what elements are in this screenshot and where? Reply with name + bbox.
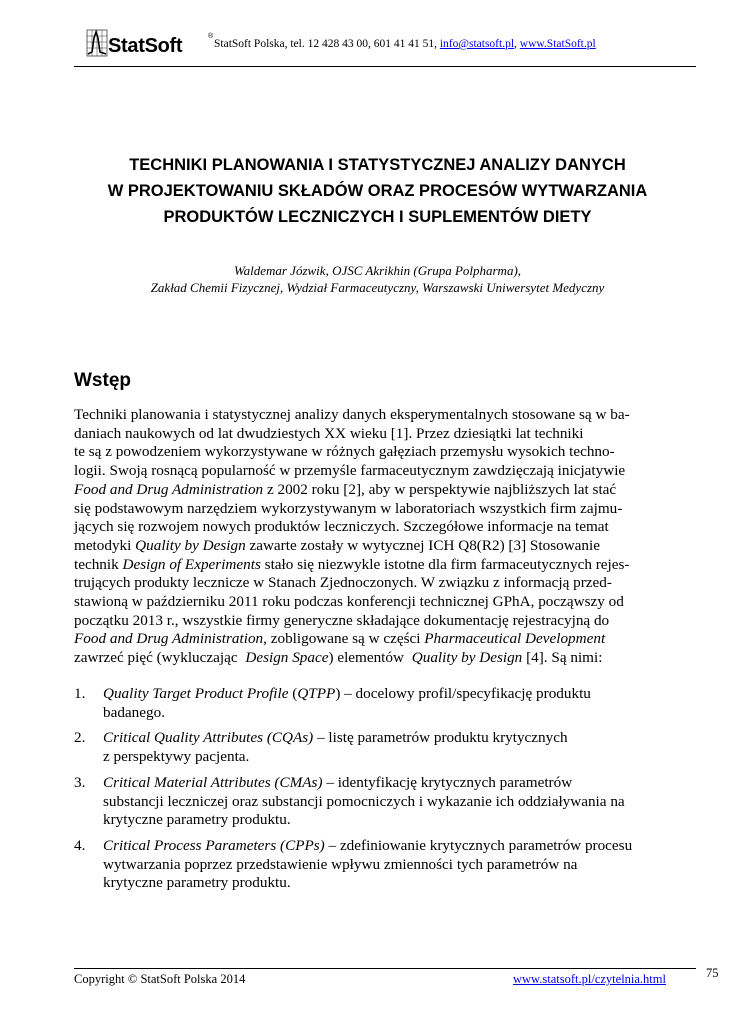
authors-block: [60, 262, 695, 296]
page-header: [74, 22, 696, 67]
text-line: Techniki planowania i statystycznej analizy danych eksperymentalnych stosowane są w ba-: [74, 406, 630, 423]
website-link[interactable]: www.StatSoft.pl: [519, 38, 596, 50]
footer-divider: [74, 968, 696, 969]
contact-separator: ,: [514, 38, 520, 50]
text-line: początku 2013 r., wszystkie firmy generyczne składające dokumentację rejestracyjną do: [74, 611, 610, 629]
text-line: te są z powodzeniem wykorzystywane w różnych gałęziach przemysłu wysokich techno-: [74, 443, 615, 461]
text-line: Food and Drug Administration, zobligowane są w części Pharmaceutical Development: [74, 630, 606, 648]
text-line: daniach naukowych od lat dwudziestych XX wieku [1]. Przez dziesiątki lat techniki: [74, 424, 584, 442]
section-heading: Wstęp: [74, 370, 131, 391]
text-line: zawrzeć pięć (wykluczając Design Space) elementów Quality by Design [4]. Są nimi:: [74, 649, 603, 667]
title-line: PRODUKTÓW LECZNICZYCH I SUPLEMENTÓW DIETY: [163, 208, 592, 226]
list-item: 1. Quality Target Product Profile (QTPP) – docelowy profil/specyfikację produktu badanego.: [74, 685, 591, 721]
text-line: logii. Swoją rosnącą popularność w przemyśle farmaceutycznym zawdzięczają inicjatywie: [74, 462, 626, 480]
author-line: Waldemar Józwik, OJSC Akrikhin (Grupa Polpharma),: [233, 263, 522, 278]
statsoft-logo: [86, 26, 214, 60]
list-item: 3. Critical Material Attributes (CMAs) – identyfikację krytycznych parametrów substancji leczniczej oraz substancji pomocniczych i wykazanie ich oddziaływania na krytyczne parametry produktu.: [74, 773, 625, 829]
grid-chart-icon: [86, 26, 108, 58]
title-line: TECHNIKI PLANOWANIA I STATYSTYCZNEJ ANALIZY DANYCH: [129, 156, 626, 174]
contact-info: StatSoft Polska, tel. 12 428 43 00, 601 41 41 51,: [214, 38, 440, 50]
affiliation-line: Zakład Chemii Fizycznej, Wydział Farmaceutyczny, Warszawski Uniwersytet Medyczny: [150, 280, 605, 295]
logo-wordmark: StatSoft: [108, 35, 183, 57]
text-line: Food and Drug Administration z 2002 roku [2], aby w perspektywie najbliższych lat stać: [74, 480, 617, 498]
text-line: technik Design of Experiments stało się niezwykle istotne dla firm farmaceutycznych rejes-: [74, 555, 630, 573]
text-line: metodyki Quality by Design zawarte zostały w wytycznej ICH Q8(R2) [3] Stosowanie: [74, 536, 600, 554]
text-line: stawioną w październiku 2011 roku podczas konferencji technicznej GPhA, począwszy od: [74, 593, 624, 611]
qbd-elements-list: [74, 685, 696, 900]
copyright: Copyright © StatSoft Polska 2014: [74, 972, 246, 986]
footer-link[interactable]: www.statsoft.pl/czytelnia.html: [513, 972, 666, 986]
list-number: 3.: [74, 773, 86, 791]
text-line: się podstawowym narzędziem wykorzystywanym w laboratoriach wszystkich firm zajmu-: [74, 499, 623, 517]
text-line: trujących produkty lecznicze w Stanach Zjednoczonych. W związku z informacją przed-: [74, 574, 612, 592]
page-number: 75: [706, 966, 719, 980]
list-number: 2.: [74, 729, 86, 747]
header-contact: [214, 38, 596, 50]
list-item: 4. Critical Process Parameters (CPPs) – zdefiniowanie krytycznych parametrów procesu wytwarzania poprzez przedstawienie wpływu zmienności tych parametrów na krytyczne parametry produktu.: [74, 836, 633, 892]
list-item: 2. Critical Quality Attributes (CQAs) – listę parametrów produktu krytycznych z perspektywy pacjenta.: [74, 729, 568, 766]
text-line: jących się rozwojem nowych produktów leczniczych. Szczegółowe informacje na temat: [74, 518, 609, 536]
registered-mark: ®: [208, 33, 214, 40]
list-number: 1.: [74, 685, 86, 702]
title-line: W PROJEKTOWANIU SKŁADÓW ORAZ PROCESÓW WYTWARZANIA: [107, 182, 648, 200]
intro-paragraph: [74, 406, 696, 668]
list-number: 4.: [74, 836, 86, 854]
email-link[interactable]: info@statsoft.pl: [439, 38, 515, 50]
paper-title: [60, 152, 695, 230]
